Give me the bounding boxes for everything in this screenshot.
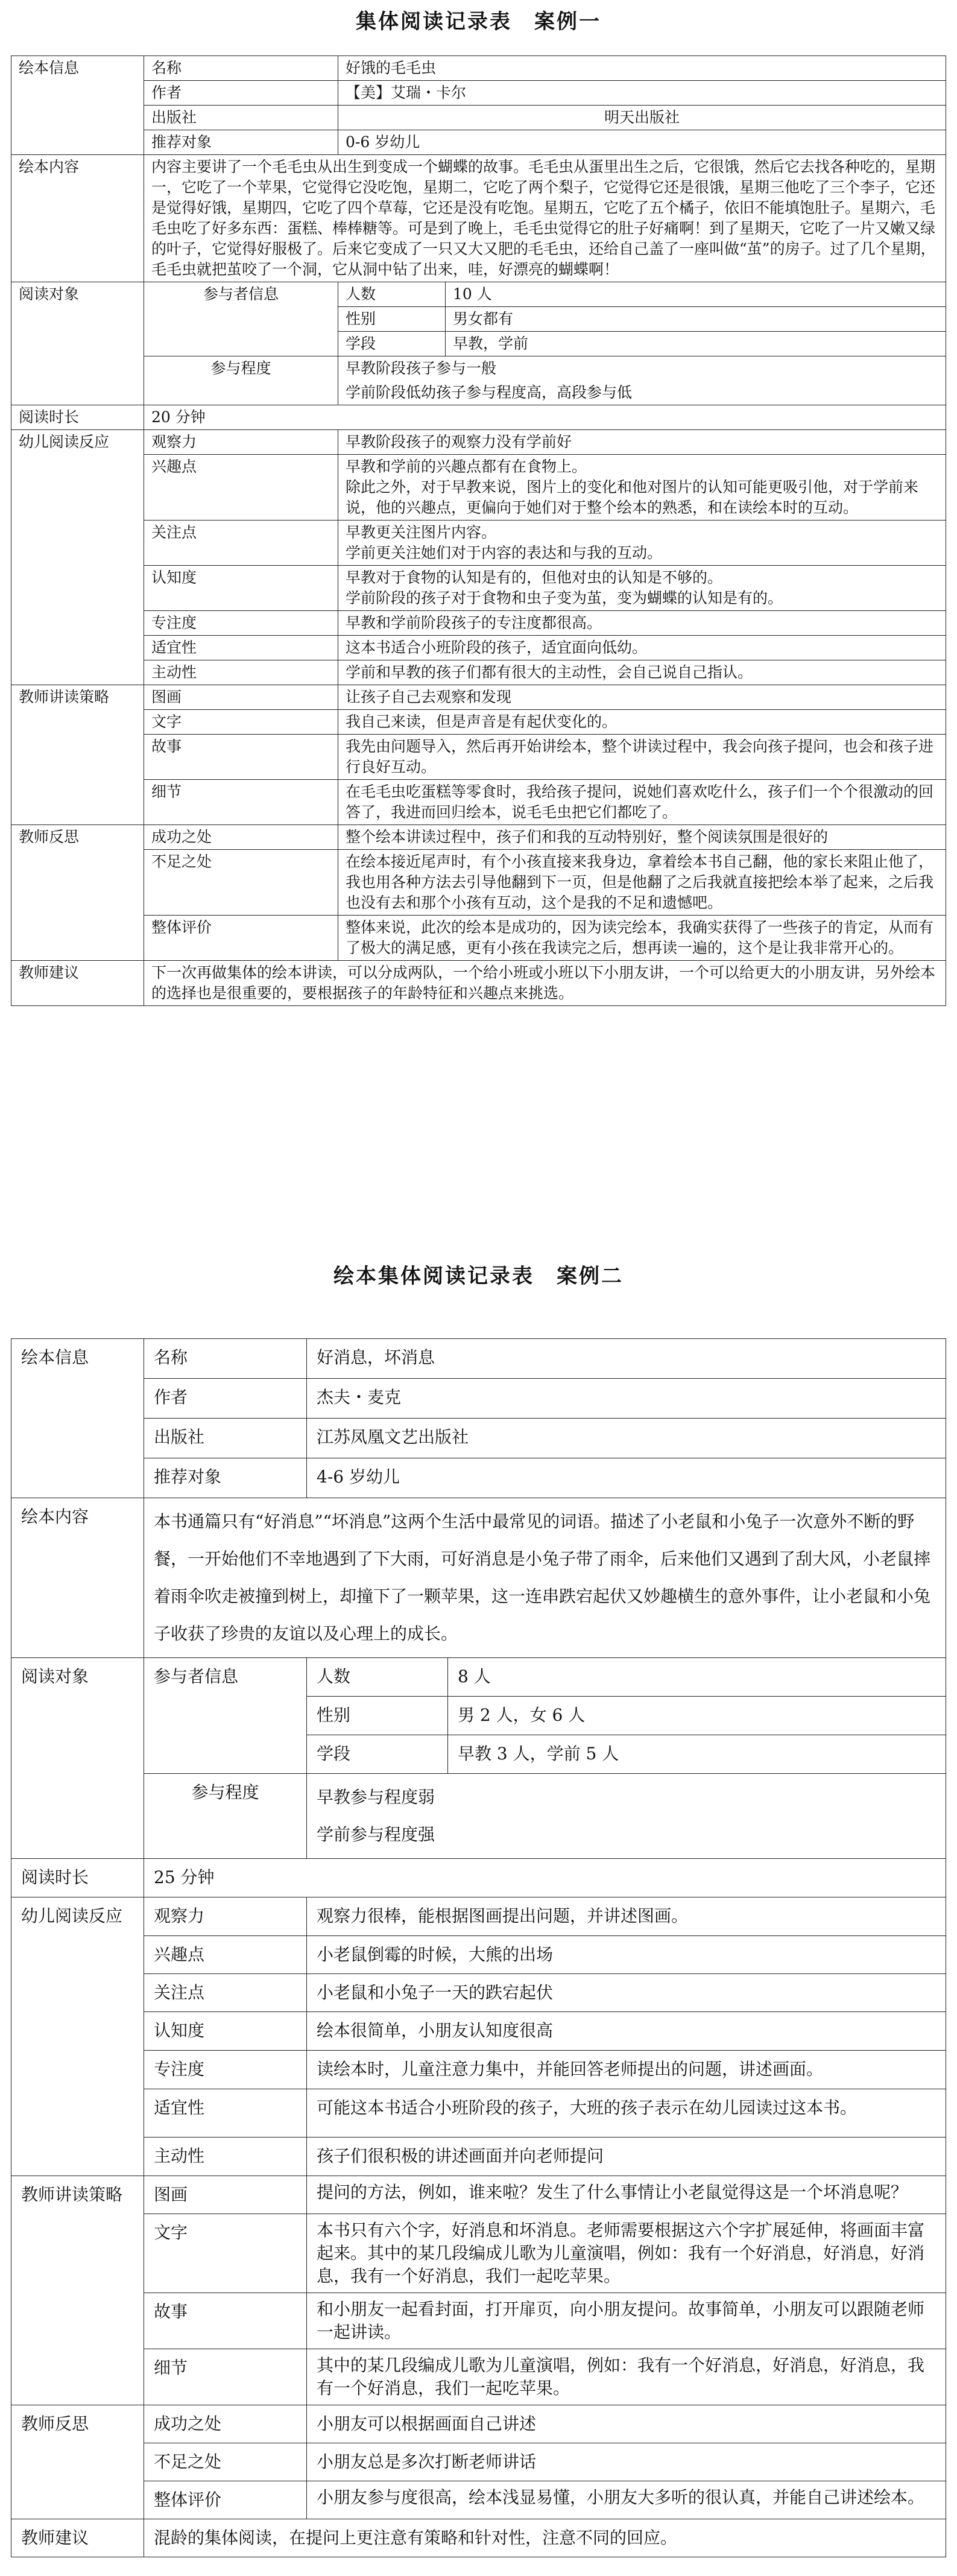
stage-label: 学段 bbox=[307, 1735, 448, 1774]
detail-text: 其中的某几段编成儿歌为儿童演唱，例如：我有一个好消息，好消息，好消息，我有一个好消息，我们一起吃苹果。 bbox=[307, 2349, 946, 2405]
degree-line-2: 学前阶段低幼孩子参与程度高，高段参与低 bbox=[338, 381, 946, 405]
cognition-text bbox=[338, 566, 946, 611]
advice-text: 下一次再做集体的绘本讲读，可以分成两队，一个给小班或小班以下小朋友讲，一个可以给更大的小朋友讲，另外绘本的选择也是很重要的，要根据孩子的年龄特征和兴趣点来挑选。 bbox=[144, 961, 946, 1006]
suit-label: 适宜性 bbox=[144, 2089, 307, 2138]
count-label: 人数 bbox=[307, 1658, 448, 1697]
book-author: 【美】艾瑞・卡尔 bbox=[338, 81, 946, 106]
participant-stage: 早教 3 人，学前 5 人 bbox=[448, 1735, 946, 1774]
case2-table bbox=[11, 1338, 946, 2557]
participant-stage: 早教，学前 bbox=[446, 332, 946, 356]
degree-label: 参与程度 bbox=[144, 356, 338, 405]
lack-text: 在绘本接近尾声时，有个小孩直接来我身边，拿着绘本书自己翻，他的家长来阻止他了，我也用各种方法去引导他翻到下一页，但是他翻了之后我就直接把绘本举了起来，之后我也没有去和那个小孩有互动，这个是我的不足和遗憾吧。 bbox=[338, 850, 946, 916]
initiative-label: 主动性 bbox=[144, 2138, 307, 2176]
story-label: 故事 bbox=[144, 735, 338, 780]
stage-label: 学段 bbox=[338, 332, 446, 356]
detail-label: 细节 bbox=[144, 780, 338, 825]
book-author: 杰夫・麦克 bbox=[307, 1379, 946, 1419]
initiative-label: 主动性 bbox=[144, 660, 338, 685]
gender-label: 性别 bbox=[307, 1697, 448, 1735]
strategy-label: 教师讲读策略 bbox=[11, 685, 144, 825]
observe-label: 观察力 bbox=[144, 430, 338, 455]
cognition-label: 认知度 bbox=[144, 566, 338, 611]
duration-label: 阅读时长 bbox=[11, 405, 144, 430]
interest-label: 兴趣点 bbox=[144, 1936, 307, 1974]
attention-label: 专注度 bbox=[144, 2051, 307, 2089]
focus-text bbox=[338, 521, 946, 566]
overall-label: 整体评价 bbox=[144, 916, 338, 961]
gender-label: 性别 bbox=[338, 307, 446, 332]
degree-text bbox=[307, 1774, 946, 1859]
attention-text: 早教和学前阶段孩子的专注度都很高。 bbox=[338, 611, 946, 636]
audience-label: 推荐对象 bbox=[144, 1458, 307, 1498]
pic-text: 提问的方法，例如，谁来啦？发生了什么事情让小老鼠觉得这是一个坏消息呢？ bbox=[307, 2176, 946, 2214]
lack-label: 不足之处 bbox=[144, 2443, 307, 2481]
text-text: 本书只有六个字，好消息和坏消息。老师需要根据这六个字扩展延伸，将画面丰富起来。其中的某几段编成儿歌为儿童演唱，例如：我有一个好消息，好消息，好消息，我有一个好消息，我们一起吃苹果。 bbox=[307, 2214, 946, 2293]
advice-label: 教师建议 bbox=[11, 961, 144, 1006]
participant-count: 8 人 bbox=[448, 1658, 946, 1697]
name-label: 名称 bbox=[144, 1339, 307, 1379]
advice-text: 混龄的集体阅读，在提问上更注意有策略和针对性，注意不同的回应。 bbox=[144, 2519, 946, 2557]
duration-label: 阅读时长 bbox=[11, 1859, 144, 1897]
content-label: 绘本内容 bbox=[11, 155, 144, 282]
overall-label: 整体评价 bbox=[144, 2481, 307, 2519]
participant-label: 参与者信息 bbox=[144, 1658, 307, 1774]
content-label: 绘本内容 bbox=[11, 1498, 144, 1658]
advice-label: 教师建议 bbox=[11, 2519, 144, 2557]
focus-label: 关注点 bbox=[144, 1974, 307, 2012]
suit-label: 适宜性 bbox=[144, 636, 338, 660]
suit-text: 可能这本书适合小班阶段的孩子，大班的孩子表示在幼儿园读过这本书。 bbox=[307, 2089, 946, 2138]
count-label: 人数 bbox=[338, 282, 446, 307]
suit-text: 这本书适合小班阶段的孩子，适宜面向低幼。 bbox=[338, 636, 946, 660]
publisher-label: 出版社 bbox=[144, 1419, 307, 1458]
story-text: 我先由问题导入，然后再开始讲绘本，整个讲读过程中，我会向孩子提问，也会和孩子进行良好互动。 bbox=[338, 735, 946, 780]
publisher-label: 出版社 bbox=[144, 106, 338, 130]
focus-label: 关注点 bbox=[144, 521, 338, 566]
focus-line-1: 早教更关注图片内容。 bbox=[346, 524, 497, 541]
book-publisher: 明天出版社 bbox=[338, 106, 946, 130]
overall-text: 小朋友参与度很高，绘本浅显易懂，小朋友大多听的很认真，并能自己讲述绘本。 bbox=[307, 2481, 946, 2519]
participant-gender: 男女都有 bbox=[446, 307, 946, 332]
lack-label: 不足之处 bbox=[144, 850, 338, 916]
initiative-text: 学前和早教的孩子们都有很大的主动性，会自己说自己指认。 bbox=[338, 660, 946, 685]
initiative-text: 孩子们很积极的讲述画面并向老师提问 bbox=[307, 2138, 946, 2176]
participant-gender: 男 2 人，女 6 人 bbox=[448, 1697, 946, 1735]
author-label: 作者 bbox=[144, 81, 338, 106]
degree-line-1: 早教参与程度弱 bbox=[317, 1787, 435, 1807]
focus-line-2: 学前更关注她们对于内容的表达和与我的互动。 bbox=[346, 544, 663, 562]
reaction-label: 幼儿阅读反应 bbox=[11, 1897, 144, 2176]
degree-line-2: 学前参与程度强 bbox=[317, 1824, 435, 1844]
case1-title: 集体阅读记录表 案例一 bbox=[356, 10, 601, 34]
cognition-text: 绘本很简单，小朋友认知度很高 bbox=[307, 2012, 946, 2051]
cognition-line-2: 学前阶段的孩子对于食物和虫子变为茧，变为蝴蝶的认知是有的。 bbox=[346, 589, 783, 607]
book-audience: 0-6 岁幼儿 bbox=[338, 130, 946, 155]
interest-text bbox=[338, 455, 946, 521]
attention-text: 读绘本时，儿童注意力集中，并能回答老师提出的问题，讲述画面。 bbox=[307, 2051, 946, 2089]
interest-line-2: 除此之外，对于早教来说，图片上的变化和他对图片的认知可能更吸引他，对于学前来说，他的兴趣点，更偏向于她们对于整个绘本的熟悉，和在读绘本时的互动。 bbox=[346, 478, 919, 516]
interest-label: 兴趣点 bbox=[144, 455, 338, 521]
name-label: 名称 bbox=[144, 56, 338, 81]
overall-text: 整体来说，此次的绘本是成功的，因为读完绘本，我确实获得了一些孩子的肯定，从而有了极大的满足感，更有小孩在我读完之后，想再读一遍的，这个是让我非常开心的。 bbox=[338, 916, 946, 961]
observe-label: 观察力 bbox=[144, 1897, 307, 1936]
success-label: 成功之处 bbox=[144, 825, 338, 850]
observe-text: 早教阶段孩子的观察力没有学前好 bbox=[338, 430, 946, 455]
success-label: 成功之处 bbox=[144, 2405, 307, 2443]
book-name: 好消息，坏消息 bbox=[307, 1339, 946, 1379]
focus-text: 小老鼠和小兔子一天的跌宕起伏 bbox=[307, 1974, 946, 2012]
detail-label: 细节 bbox=[144, 2349, 307, 2405]
book-name: 好饿的毛毛虫 bbox=[338, 56, 946, 81]
case2-title: 绘本集体阅读记录表 案例二 bbox=[333, 1264, 624, 1288]
attention-label: 专注度 bbox=[144, 611, 338, 636]
pic-label: 图画 bbox=[144, 2176, 307, 2214]
text-label: 文字 bbox=[144, 2214, 307, 2293]
degree-line-1: 早教阶段孩子参与一般 bbox=[338, 356, 946, 381]
cognition-line-1: 早教对于食物的认知是有的，但他对虫的认知是不够的。 bbox=[346, 569, 723, 586]
strategy-label: 教师讲读策略 bbox=[11, 2176, 144, 2405]
reader-label: 阅读对象 bbox=[11, 1658, 144, 1859]
book-audience: 4-6 岁幼儿 bbox=[307, 1458, 946, 1498]
pic-label: 图画 bbox=[144, 685, 338, 710]
reading-duration: 20 分钟 bbox=[144, 405, 946, 430]
text-text: 我自己来读，但是声音是有起伏变化的。 bbox=[338, 710, 946, 735]
participant-label: 参与者信息 bbox=[144, 282, 338, 356]
observe-text: 观察力很棒，能根据图画提出问题，并讲述图画。 bbox=[307, 1897, 946, 1936]
success-text: 小朋友可以根据画面自己讲述 bbox=[307, 2405, 946, 2443]
text-label: 文字 bbox=[144, 710, 338, 735]
cognition-label: 认知度 bbox=[144, 2012, 307, 2051]
success-text: 整个绘本讲读过程中，孩子们和我的互动特别好，整个阅读氛围是很好的 bbox=[338, 825, 946, 850]
book-info-label: 绘本信息 bbox=[11, 1339, 144, 1498]
audience-label: 推荐对象 bbox=[144, 130, 338, 155]
story-label: 故事 bbox=[144, 2293, 307, 2349]
interest-line-1: 早教和学前的兴趣点都有在食物上。 bbox=[346, 458, 587, 475]
participant-count: 10 人 bbox=[446, 282, 946, 307]
pic-text: 让孩子自己去观察和发现 bbox=[338, 685, 946, 710]
reflect-label: 教师反思 bbox=[11, 825, 144, 961]
author-label: 作者 bbox=[144, 1379, 307, 1419]
reflect-label: 教师反思 bbox=[11, 2405, 144, 2519]
reading-duration: 25 分钟 bbox=[144, 1859, 946, 1897]
case1-table bbox=[11, 55, 946, 1006]
interest-text: 小老鼠倒霉的时候，大熊的出场 bbox=[307, 1936, 946, 1974]
lack-text: 小朋友总是多次打断老师讲话 bbox=[307, 2443, 946, 2481]
book-content: 内容主要讲了一个毛毛虫从出生到变成一个蝴蝶的故事。毛毛虫从蛋里出生之后，它很饿，然后它去找各种吃的，星期一，它吃了一个苹果，它觉得它没吃饱，星期二，它吃了两个梨子，它觉得它还是很饿，星期三他吃了三个李子，它还是觉得好饿，星期四，它吃了四个草莓，它还是没有吃饱。星期五，它吃了五个橘子，依旧不能填饱肚子。星期六，毛毛虫吃了好多东西：蛋糕、棒棒糖等。可是到了晚上，毛毛虫觉得它的肚子好痛啊！到了星期天，它吃了一片又嫩又绿的叶子，它觉得好服极了。后来它变成了一只又大又肥的毛毛虫，还给自己盖了一座叫做“茧”的房子。过了几个星期，毛毛虫就把茧咬了一个洞，它从洞中钻了出来，哇，好漂亮的蝴蝶啊！ bbox=[144, 155, 946, 282]
reaction-label: 幼儿阅读反应 bbox=[11, 430, 144, 685]
story-text: 和小朋友一起看封面，打开扉页，向小朋友提问。故事简单，小朋友可以跟随老师一起讲读。 bbox=[307, 2293, 946, 2349]
book-info-label: 绘本信息 bbox=[11, 56, 144, 155]
book-publisher: 江苏凤凰文艺出版社 bbox=[307, 1419, 946, 1458]
detail-text: 在毛毛虫吃蛋糕等零食时，我给孩子提问，说她们喜欢吃什么，孩子们一个个很激动的回答了，我进而回归绘本，说毛毛虫把它们都吃了。 bbox=[338, 780, 946, 825]
book-content: 本书通篇只有“好消息”“坏消息”这两个生活中最常见的词语。描述了小老鼠和小兔子一次意外不断的野餐，一开始他们不幸地遇到了下大雨，可好消息是小兔子带了雨伞，后来他们又遇到了刮大风，小老鼠摔着雨伞吹走被撞到树上，却撞下了一颗苹果，这一连串跌宕起伏又妙趣横生的意外事件，让小老鼠和小兔子收获了珍贵的友谊以及心理上的成长。 bbox=[144, 1498, 946, 1658]
degree-label: 参与程度 bbox=[144, 1774, 307, 1859]
reader-label: 阅读对象 bbox=[11, 282, 144, 405]
